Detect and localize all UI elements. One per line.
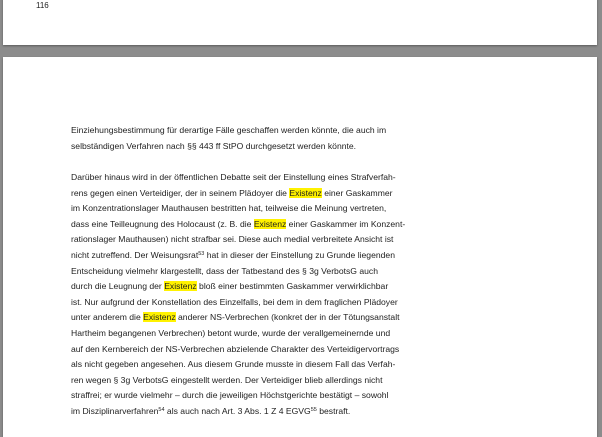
search-highlight: Existenz: [289, 187, 322, 198]
text-line: auf den Kernbereich der NS-Verbrechen abzielende Charakter des Verteidigervortrags: [71, 343, 400, 354]
page-number: 116: [36, 1, 49, 10]
paragraph-2: [71, 170, 451, 420]
text-line: selbständigen Verfahren nach §§ 443 ff StPO durchgesetzt werden könnte.: [71, 140, 357, 151]
text-line: Entscheidung vielmehr klargestellt, dass der Tatbestand des § 3g VerbotsG auch: [71, 265, 379, 276]
previous-page: [3, 0, 597, 45]
footnote-53[interactable]: 53: [198, 250, 205, 257]
search-highlight: Existenz: [253, 218, 287, 229]
text-line: straffrei; er wurde vielmehr – durch die jeweiligen Höchstgerichte bestätigt – sowohl: [71, 390, 389, 401]
footnote-55[interactable]: 55: [310, 406, 317, 413]
search-highlight: Existenz: [143, 312, 176, 323]
text-line: ist. Nur aufgrund der Konstellation des Einzelfalls, bei dem in dem fraglichen Plädoyer: [71, 296, 398, 307]
text-line: im Disziplinarverfahren$^{54}$ als auch nach Art. 3 Abs. 1 Z 4 EGVG$^{55}$ bestraft.: [71, 405, 351, 416]
text-line: rens gegen einen Verteidiger, der in seinem Plädoyer die Existenz einer Gaskammer: [71, 187, 393, 198]
text-line: durch die Leugnung der Existenz bloß einer bestimmten Gaskammer verwirklichbar: [71, 281, 389, 292]
text-line: als nicht gegeben angesehen. Aus diesem Grunde musste in diesem Fall das Verfah-: [71, 359, 396, 370]
text-line: nicht zutreffend. Der Weisungsrat$^{53}$ hat in dieser der Einstellung zu Grunde liegenden: [71, 249, 395, 260]
text-line: Darüber hinaus wird in der öffentlichen Debatte seit der Einstellung eines Strafverfah-: [71, 172, 396, 182]
text-line: dass eine Teilleugnung des Holocaust (z. B. die Existenz einer Gaskammer im Konzent-: [71, 218, 406, 229]
search-highlight: Existenz: [164, 281, 197, 292]
text-line: rationslager Mauthausen) nicht strafbar sei. Diese auch medial verbreitete Ansicht ist: [71, 234, 394, 245]
text-line: ren wegen § 3g VerbotsG eingestellt werden. Der Verteidiger blieb allerdings nicht: [71, 374, 383, 385]
text-line: unter anderem die Existenz anderer NS-Verbrechen (konkret der in der Tötungsanstalt: [71, 312, 400, 323]
paragraph-1: [71, 123, 451, 154]
text-line: im Konzentrationslager Mauthausen bestritten hat, teilweise die Meinung vertreten,: [71, 203, 387, 214]
document-page: [3, 57, 597, 437]
text-line: Hartheim begangenen Verbrechen) betont wurde, wurde der verallgemeinernde und: [71, 327, 391, 338]
text-line: Einziehungsbestimmung für derartige Fälle geschaffen werden könnte, die auch im: [71, 125, 387, 135]
footnote-54[interactable]: 54: [158, 406, 165, 413]
